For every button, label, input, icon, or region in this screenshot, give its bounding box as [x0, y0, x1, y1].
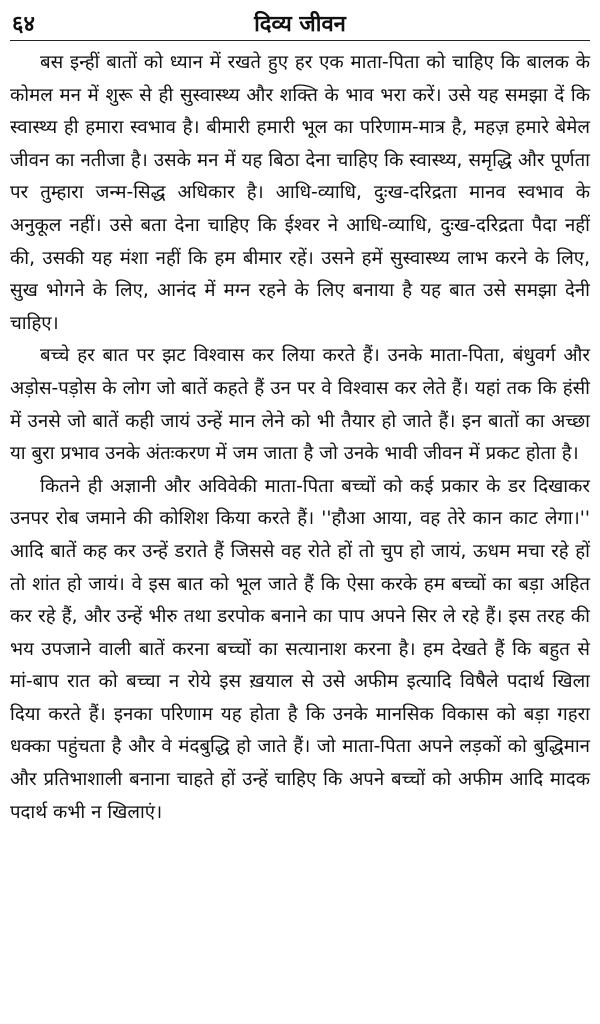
running-title: दिव्य जीवन — [254, 12, 346, 37]
paragraph: बच्चे हर बात पर झट विश्वास कर लिया करते हैं। उनके माता-पिता, बंधुवर्ग और अड़ोस-पड़ोस के लोग जो बातें कहते हैं उन पर वे विश्वास कर लेते हैं। यहां तक कि हंसी में उनसे जो बातें कही जायं उन्हें मान लेने को भी तैयार हो जाते हैं। इन बातों का अच्छा या बुरा प्रभाव उनके अंतःकरण में जम जाता है जो उनके भावी जीवन में प्रकट होता है। — [10, 345, 590, 465]
body-text — [10, 47, 590, 829]
paragraph: कितने ही अज्ञानी और अविवेकी माता-पिता बच्चों को कई प्रकार के डर दिखाकर उनपर रोब जमाने की कोशिश किया करते हैं। ''हौआ आया, वह तेरे कान काट लेगा।'' आदि बातें कह कर उन्हें डराते हैं जिससे वह रोते हों तो चुप हो जायं, ऊधम मचा रहे हों तो शांत हो जायं। वे इस बात को भूल जाते हैं कि ऐसा करके हम बच्चों का बड़ा अहित कर रहे हैं, और उन्हें भीरु तथा डरपोक बनाने का पाप अपने सिर ले रहे हैं। इस तरह की भय उपजाने वाली बातें करना बच्चों का सत्यानाश करना है। हम देखते हैं कि बहुत से मां-बाप रात को बच्चा न रोये इस ख़याल से उसे अफीम इत्यादि विषैले पदार्थ खिला दिया करते हैं। इनका परिणाम यह होता है कि उनके मानसिक विकास को बड़ा गहरा धक्का पहुंचता है और वे मंदबुद्धि हो जाते हैं। जो माता-पिता अपने लड़कों को बुद्धिमान और प्रतिभाशाली बनाना चाहते हों उन्हें चाहिए कि अपने बच्चों को अफीम आदि मादक पदार्थ कभी न खिलाएं। — [10, 475, 590, 823]
page-number: ६४ — [12, 12, 35, 37]
paragraph: बस इन्हीं बातों को ध्यान में रखते हुए हर एक माता-पिता को चाहिए कि बालक के कोमल मन में शुरू से ही सुस्वास्थ्य और शक्ति के भाव भरा करें। उसे यह समझा दें कि स्वास्थ्य ही हमारा स्वभाव है। बीमारी हमारी भूल का परिणाम-मात्र है, महज़ हमारे बेमेल जीवन का नतीजा है। उसके मन में यह बिठा देना चाहिए कि स्वास्थ्य, समृद्धि और पूर्णता पर तुम्हारा जन्म-सिद्ध अधिकार है। आधि-व्याधि, दुःख-दरिद्रता मानव स्वभाव के अनुकूल नहीं। उसे बता देना चाहिए कि ईश्वर ने आधि-व्याधि, दुःख-दरिद्रता पैदा नहीं की, उसकी यह मंशा नहीं कि हम बीमार रहें। उसने हमें सुस्वास्थ्य लाभ करने के लिए, सुख भोगने के लिए, आनंद में मग्न रहने के लिए बनाया है यह बात उसे समझा देनी चाहिए। — [10, 52, 590, 334]
page-header — [10, 6, 590, 41]
